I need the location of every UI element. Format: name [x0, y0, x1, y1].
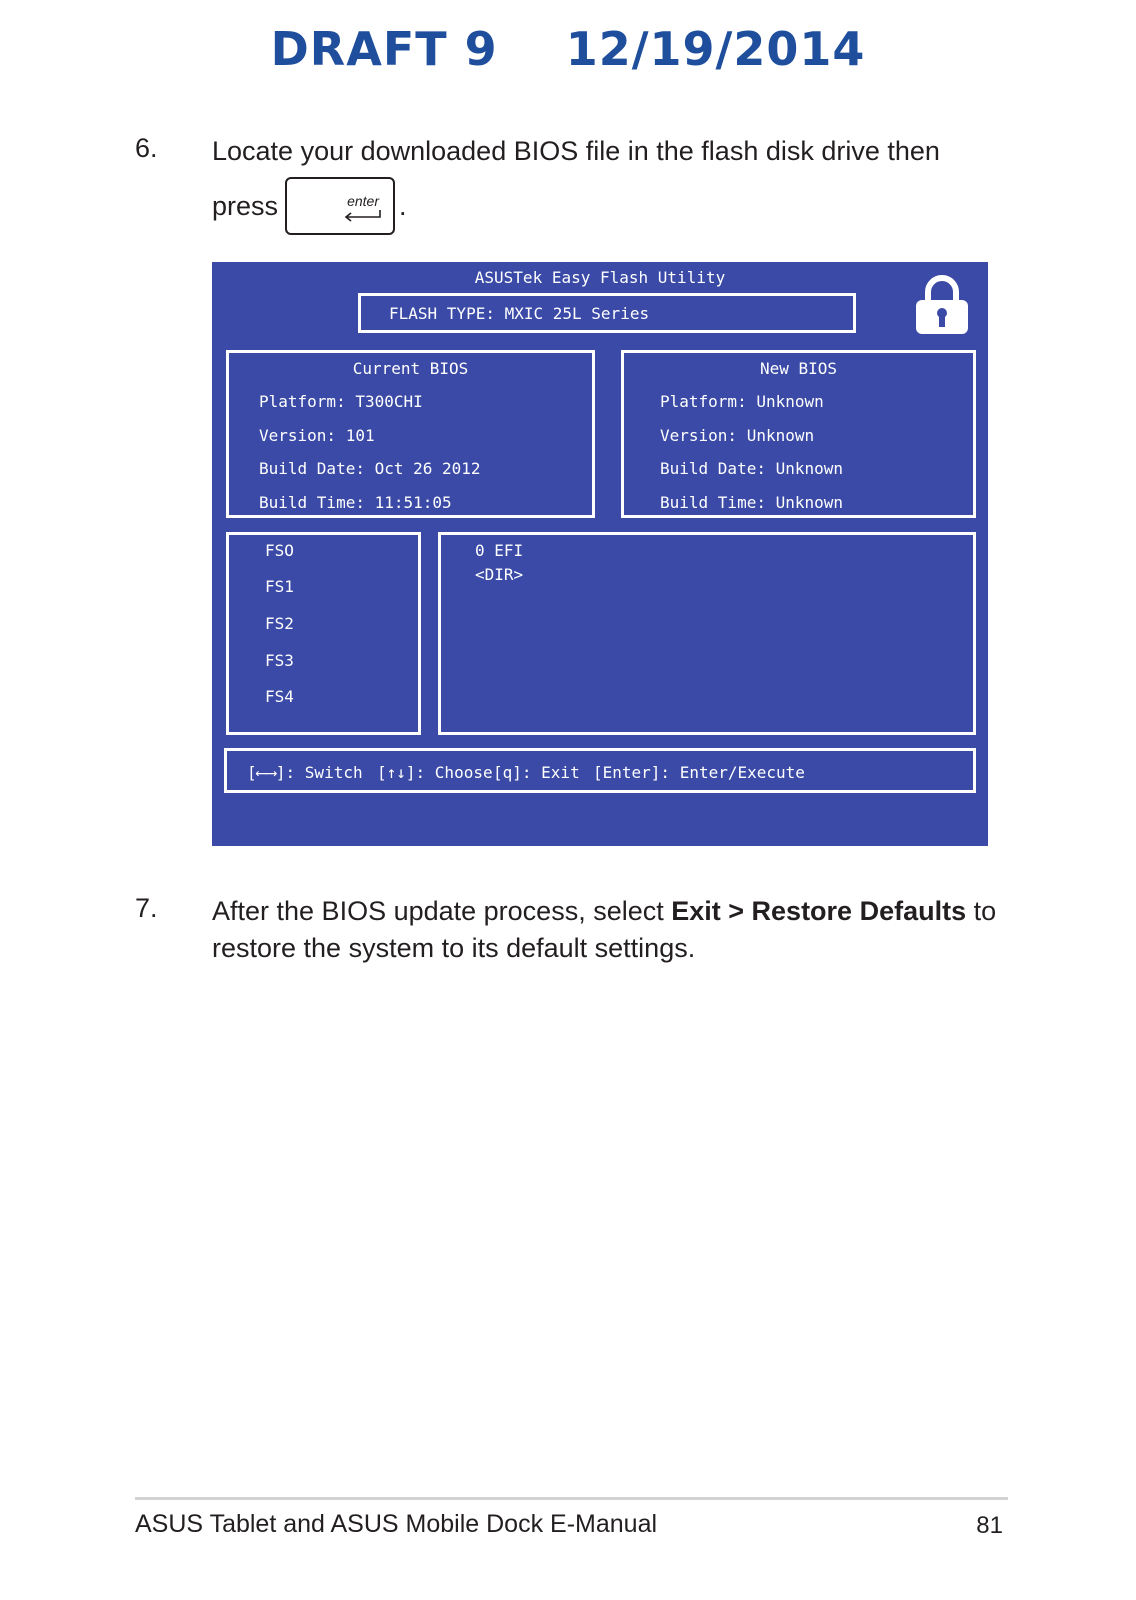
- current-build-date: Build Date: Oct 26 2012: [259, 459, 481, 478]
- drive-item-fs3[interactable]: FS3: [265, 651, 294, 670]
- drive-item-fs1[interactable]: FS1: [265, 577, 294, 596]
- current-version: Version: 101: [259, 426, 375, 445]
- drive-item-fs4[interactable]: FS4: [265, 687, 294, 706]
- step-7-line-2: restore the system to its default settings.: [212, 933, 696, 963]
- current-platform: Platform: T300CHI: [259, 392, 423, 411]
- drive-item-fs0[interactable]: FSO: [265, 541, 294, 560]
- file-item-dir: <DIR>: [475, 565, 524, 584]
- step-7-text-pre: After the BIOS update process, select: [212, 896, 672, 926]
- current-bios-heading: Current BIOS: [352, 359, 469, 378]
- enter-arrow-icon: [343, 209, 383, 223]
- drive-list-panel: [226, 532, 421, 735]
- bios-title: ASUSTek Easy Flash Utility: [474, 268, 726, 287]
- step-7-number: 7.: [135, 893, 158, 923]
- help-switch: [⟵⟶]: Switch: [247, 763, 363, 782]
- current-bios-panel: [226, 350, 595, 518]
- step-7-text-post: to: [966, 896, 997, 926]
- bios-flash-screen: [212, 262, 988, 846]
- draft-header: DRAFT 9 12/19/2014: [270, 22, 866, 76]
- help-exit: [q]: Exit: [493, 763, 580, 782]
- new-build-date: Build Date: Unknown: [660, 459, 844, 478]
- step-6-period: .: [399, 191, 407, 221]
- page-number: 81: [976, 1512, 1003, 1539]
- step-6-text: Locate your downloaded BIOS file in the flash disk drive then: [212, 136, 940, 166]
- file-item-efi[interactable]: 0 EFI: [475, 541, 524, 560]
- step-7-text: [212, 893, 1012, 930]
- flash-type-box: [358, 293, 856, 333]
- step-6-press: press: [212, 191, 279, 221]
- footer-title: ASUS Tablet and ASUS Mobile Dock E-Manual: [135, 1510, 658, 1538]
- new-bios-panel: [621, 350, 976, 518]
- footer-divider: [135, 1497, 1008, 1500]
- new-bios-heading: New BIOS: [759, 359, 838, 378]
- new-build-time: Build Time: Unknown: [660, 493, 844, 512]
- help-choose: [↑↓]: Choose: [377, 763, 493, 782]
- lock-icon: [914, 274, 970, 336]
- enter-key-label: enter: [347, 193, 379, 209]
- new-version: Version: Unknown: [660, 426, 815, 445]
- file-browser-panel: [438, 532, 976, 735]
- current-build-time: Build Time: 11:51:05: [259, 493, 452, 512]
- help-bar: [224, 748, 976, 793]
- step-7-menu-path: Exit > Restore Defaults: [671, 896, 967, 926]
- help-enter: [Enter]: Enter/Execute: [593, 763, 805, 782]
- flash-type-label: FLASH TYPE: MXIC 25L Series: [389, 304, 650, 323]
- new-platform: Platform: Unknown: [660, 392, 824, 411]
- enter-key-graphic: [285, 177, 395, 235]
- step-6-number: 6.: [135, 133, 158, 163]
- drive-item-fs2[interactable]: FS2: [265, 614, 294, 633]
